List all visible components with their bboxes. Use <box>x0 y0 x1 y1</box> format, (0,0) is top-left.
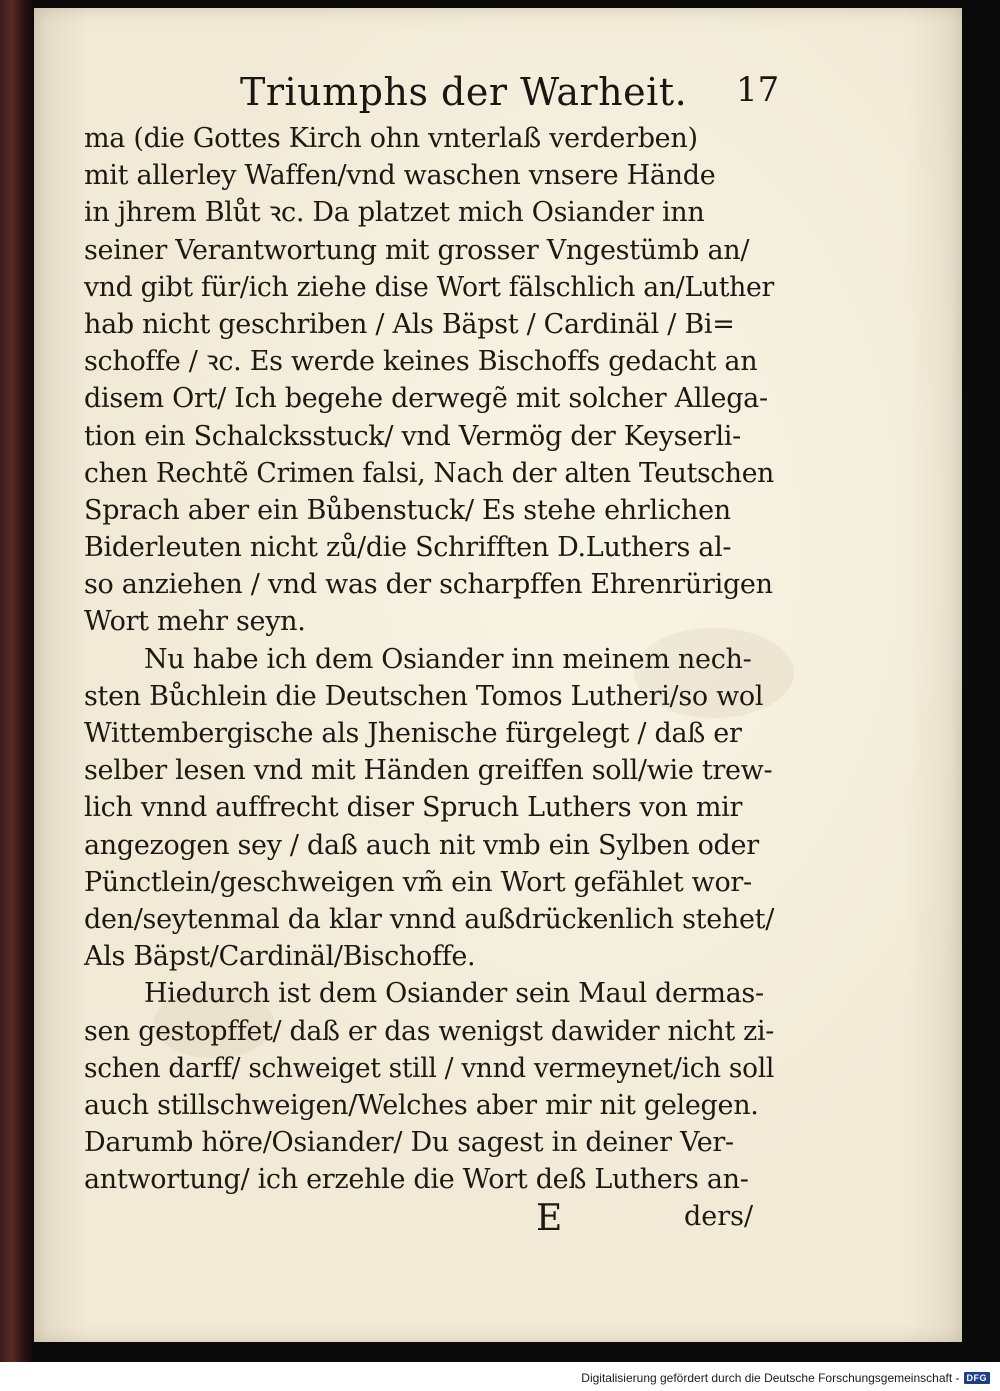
text-line: ma (die Gottes Kirch ohn vnterlaß verderben) <box>84 123 698 154</box>
text-line: angezogen sey / daß auch nit vmb ein Sylben oder <box>84 829 759 861</box>
text-line: sen gestopffet/ daß er das wenigst dawider nicht zi- <box>84 1015 774 1047</box>
text-line: Darumb höre/Osiander/ Du sagest in deiner Ver- <box>84 1127 734 1159</box>
page-number: 17 <box>736 70 780 110</box>
page-foot <box>84 1198 784 1238</box>
text-line: antwortung/ ich erzehle die Wort deß Luthers an- <box>84 1164 749 1196</box>
text-block <box>84 120 784 1238</box>
text-line: Nu habe ich dem Osiander inn meinem nech- <box>144 643 752 675</box>
text-line: sten Bůchlein die Deutschen Tomos Lutheri/so wol <box>84 680 764 712</box>
text-line: Als Bäpst/Cardinäl/Bischoffe. <box>84 941 476 973</box>
text-line: Sprach aber ein Bůbenstuck/ Es stehe ehrlichen <box>84 494 731 526</box>
text-line: disem Ort/ Ich begehe derwegẽ mit solcher Allega- <box>84 383 768 415</box>
text-line: so anziehen / vnd was der scharpffen Ehrenrürigen <box>84 569 773 601</box>
book-spine-edge <box>0 0 34 1362</box>
text-line: Pünctlein/geschweigen vm̃ ein Wort gefählet wor- <box>84 866 752 898</box>
text-line: den/seytenmal da klar vnnd außdrückenlich stehet/ <box>84 903 774 935</box>
catchword: ders/ <box>684 1201 754 1233</box>
text-line: Wort mehr seyn. <box>84 606 306 638</box>
credit-text: Digitalisierung gefördert durch die Deutsche Forschungsgemeinschaft - <box>581 1371 960 1385</box>
text-line: schen darff/ schweiget still / vnnd vermeynet/ich soll <box>84 1052 774 1084</box>
text-line: mit allerley Waffen/vnd waschen vnsere Hände <box>84 160 716 192</box>
text-line: schoffe / ꝛc. Es werde keines Bischoffs gedacht an <box>84 346 758 378</box>
running-head: Triumphs der Warheit. <box>240 70 688 114</box>
signature-mark: E <box>536 1198 563 1240</box>
text-line: Wittembergische als Jhenische fürgelegt / daß er <box>84 718 742 749</box>
dfg-logo: DFG <box>964 1372 991 1384</box>
text-line: auch stillschweigen/Welches aber mir nit gelegen. <box>84 1089 759 1121</box>
text-line: chen Rechtẽ Crimen falsi, Nach der alten Teutschen <box>84 457 774 489</box>
text-line: Biderleuten nicht zů/die Schrifften D.Luthers al- <box>84 532 732 564</box>
text-line: Hiedurch ist dem Osiander sein Maul dermas- <box>144 978 764 1010</box>
text-line: in jhrem Blůt ꝛc. Da platzet mich Osiander inn <box>84 197 705 229</box>
text-line: hab nicht geschriben / Als Bäpst / Cardinäl / Bi= <box>84 308 735 340</box>
text-line: seiner Verantwortung mit grosser Vngestümb an/ <box>84 234 750 266</box>
text-line: selber lesen vnd mit Händen greiffen soll/wie trew- <box>84 755 773 787</box>
text-line: vnd gibt für/ich ziehe dise Wort fälschlich an/Luther <box>84 271 774 303</box>
text-line: lich vnnd auffrecht diser Spruch Luthers von mir <box>84 792 743 824</box>
text-line: tion ein Schalcksstuck/ vnd Vermög der Keyserli- <box>84 420 741 452</box>
digitization-credit <box>581 1371 990 1385</box>
